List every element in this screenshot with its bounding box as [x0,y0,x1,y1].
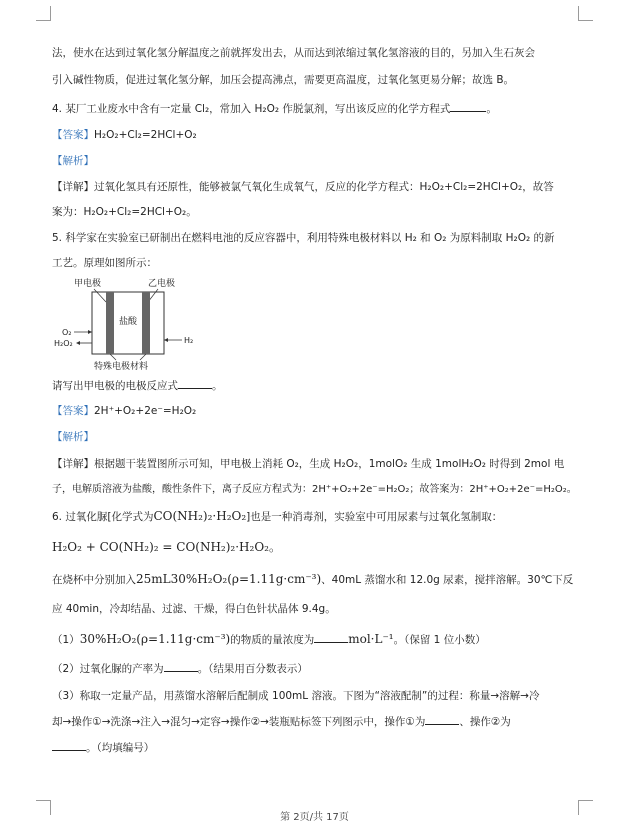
right-electrode [142,292,150,354]
question-text: 4. 某厂工业废水中含有一定量 Cl₂，常加入 H₂O₂ 作脱氯剂，写出该反应的化学方程式 [52,103,451,115]
left-electrode-label: 甲电极 [74,279,102,289]
text-line: 工艺。原理如图所示： [52,257,157,269]
question-text: 6. 过氧化脲[化学式为 [52,511,154,523]
answer-5 [52,404,196,418]
answer-tag: 【答案】 [52,129,94,141]
left-electrode [106,292,114,354]
answer-text: H₂O₂+Cl₂=2HCl+O₂ [94,129,197,141]
reaction-equation: H₂O₂ + CO(NH₂)₂ = CO(NH₂)₂·H₂O₂。 [52,540,281,554]
question-text: （2）过氧化脲的产率为 [52,663,164,675]
answer-blank [314,632,348,643]
question-number: （1） [52,634,80,646]
answer-4 [52,128,197,142]
electrolyte-label: 盐酸 [119,317,138,327]
question-5: 5. 科学家在实验室已研制出在燃料电池的反应容器中，利用特殊电极材料以 H₂ 和 O₂ 为原料制取 H₂O₂ 的新 [52,232,555,244]
text-line: 法，使水在达到过氧化氢分解温度之前就挥发出去，从而达到浓缩过氧化氢溶液的目的，另加入生石灰会 [52,47,535,59]
question-text: 、40mL 蒸馏水和 12.0g 尿素，搅拌溶解。30℃下反 [321,574,574,586]
text-line: 案为：H₂O₂+Cl₂=2HCl+O₂。 [52,206,197,218]
question-text: 。（保留 1 位小数） [393,634,486,646]
text-line [52,714,511,729]
explain-tag: 【详解】 [52,181,94,193]
arrow-icon [164,338,168,342]
answer-blank [450,101,486,112]
answer-blank [164,661,198,672]
text-line: 引入碱性物质，促进过氧化氢分解，加压会提高沸点，需要更高温度，过氧化氢更易分解；故选 B。 [52,74,515,86]
punct: 。 [212,380,223,392]
input-left-label: O₂ [62,328,72,337]
page-footer: 第 2页/共 17页 [280,812,349,823]
question-text: 请写出甲电极的电极反应式 [52,380,178,392]
text-line [52,740,154,755]
fuel-cell-diagram [50,272,210,374]
text-line: 子，电解质溶液为盐酸，酸性条件下，离子反应方程式为：2H⁺+O₂+2e⁻=H₂O₂；故答案为：2H⁺+O₂+2e⁻=H₂O₂。 [52,484,577,495]
leader-line [94,289,106,302]
text-line: 应 40min，冷却结晶、过滤、干燥，得白色针状晶体 9.4g。 [52,603,336,615]
question-text: 却→操作①→洗涤→注入→混匀→定容→操作②→装瓶贴标签下列图示中，操作①为 [52,716,426,728]
question-5-prompt [52,378,223,393]
question-text: 。（均填编号） [86,742,155,754]
output-left-label: H₂O₂ [54,339,73,348]
answer-text: 2H⁺+O₂+2e⁻=H₂O₂ [94,405,197,417]
text-line [52,572,573,587]
question-6 [52,509,502,524]
question-text: 的物质的量浓度为 [230,634,315,646]
right-electrode-label: 乙电极 [148,279,176,289]
material-label: 特殊电极材料 [94,362,149,372]
question-6-3: （3）称取一定量产品，用蒸馏水溶解后配制成 100mL 溶液。下图为“溶液配制”的过程：称量→溶解→冷 [52,690,540,702]
explain-text: 根据题干装置图所示可知，甲电极上消耗 O₂，生成 H₂O₂，1molO₂ 生成 1molH₂O₂ 时得到 2mol 电 [94,458,565,470]
formula: CO(NH₂)₂·H₂O₂ [153,509,247,523]
formula: 25mL30%H₂O₂(ρ=1.11g·cm⁻³) [136,572,322,586]
question-6-1 [52,632,486,647]
arrow-icon [76,341,80,345]
answer-blank [52,740,86,751]
answer-tag: 【答案】 [52,405,94,417]
analysis-tag: 【解析】 [52,431,94,443]
arrow-icon [88,330,92,334]
explain-4 [52,180,554,194]
answer-blank [178,378,212,389]
question-4 [52,101,497,116]
explain-tag: 【详解】 [52,458,94,470]
explain-5 [52,457,564,471]
crop-mark-top-left [36,6,51,21]
punct: 。 [486,103,497,115]
question-6-2 [52,661,308,676]
question-text: 在烧杯中分别加入 [52,574,136,586]
unit: mol·L⁻¹ [348,632,394,646]
analysis-tag: 【解析】 [52,155,94,167]
formula: 30%H₂O₂(ρ=1.11g·cm⁻³) [79,632,231,646]
question-text: 。（结果用百分数表示） [197,663,308,675]
question-text: 、操作②为 [459,716,511,728]
question-text: ]也是一种消毒剂，实验室中可用尿素与过氧化氢制取： [246,511,503,523]
input-right-label: H₂ [184,336,194,345]
answer-blank [425,714,459,725]
explain-text: 过氧化氢具有还原性，能够被氯气氧化生成氧气，反应的化学方程式：H₂O₂+Cl₂=2HCl+O₂，故答 [94,181,554,193]
crop-mark-top-right [578,6,593,21]
